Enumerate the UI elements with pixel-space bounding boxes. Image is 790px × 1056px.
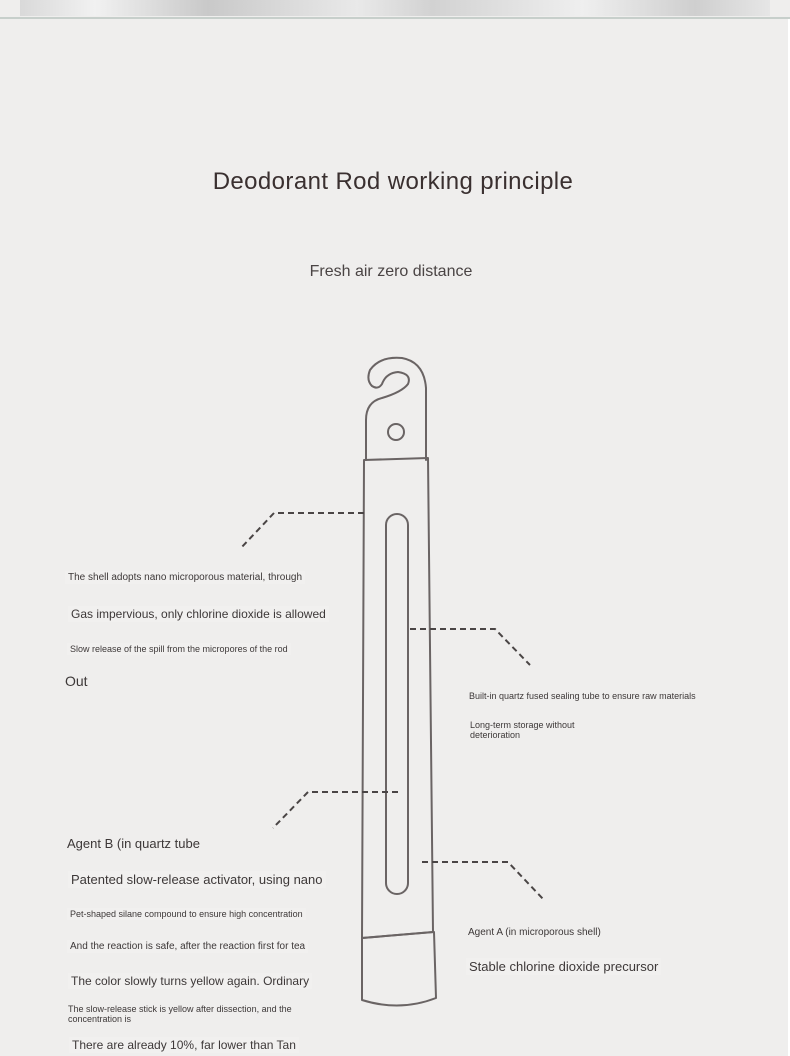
leader-shell	[240, 513, 364, 549]
shell-text-line-4: Out	[65, 673, 88, 689]
leader-agent-a	[422, 862, 544, 900]
agent-b-text-line-1: Agent B (in quartz tube	[67, 836, 200, 851]
leader-quartz	[410, 629, 530, 665]
shell-text-line-1: The shell adopts nano microporous material, through	[65, 571, 305, 584]
rod-hook-hole	[388, 424, 404, 440]
agent-b-text-line-3: Pet-shaped silane compound to ensure high concentration	[67, 908, 306, 920]
rod-body	[362, 458, 433, 938]
quartz-text-line-2b: deterioration	[470, 730, 521, 740]
page-title: Deodorant Rod working principle	[212, 168, 574, 195]
agent-b-text-line-5: The color slowly turns yellow again. Ordinary	[68, 973, 312, 989]
rod-illustration	[362, 358, 436, 1006]
agent-a-text-line-1: Agent A (in microporous shell)	[468, 927, 601, 938]
agent-b-text-line-7: There are already 10%, far lower than Tan	[69, 1037, 299, 1053]
quartz-text-line-2a: Long-term storage without	[470, 720, 575, 730]
quartz-text-line-1: Built-in quartz fused sealing tube to ensure raw materials	[469, 691, 696, 701]
agent-b-text-line-6a: The slow-release stick is yellow after dissection, and the	[68, 1004, 292, 1014]
rod-hook	[366, 358, 426, 460]
agent-b-text-line-4: And the reaction is safe, after the reaction first for tea	[67, 940, 308, 953]
agent-a-text-line-2: Stable chlorine dioxide precursor	[466, 958, 661, 975]
shell-text-line-3: Slow release of the spill from the micropores of the rod	[67, 643, 291, 655]
page-subtitle: Fresh air zero distance	[309, 263, 473, 280]
quartz-tube	[386, 514, 408, 894]
agent-b-text-line-2: Patented slow-release activator, using nano	[68, 871, 326, 888]
shell-text-line-2: Gas impervious, only chlorine dioxide is allowed	[68, 606, 329, 622]
agent-b-text-line-6b: concentration is	[68, 1014, 132, 1024]
leader-agent-b	[273, 792, 398, 828]
rod-cap	[362, 932, 436, 1006]
